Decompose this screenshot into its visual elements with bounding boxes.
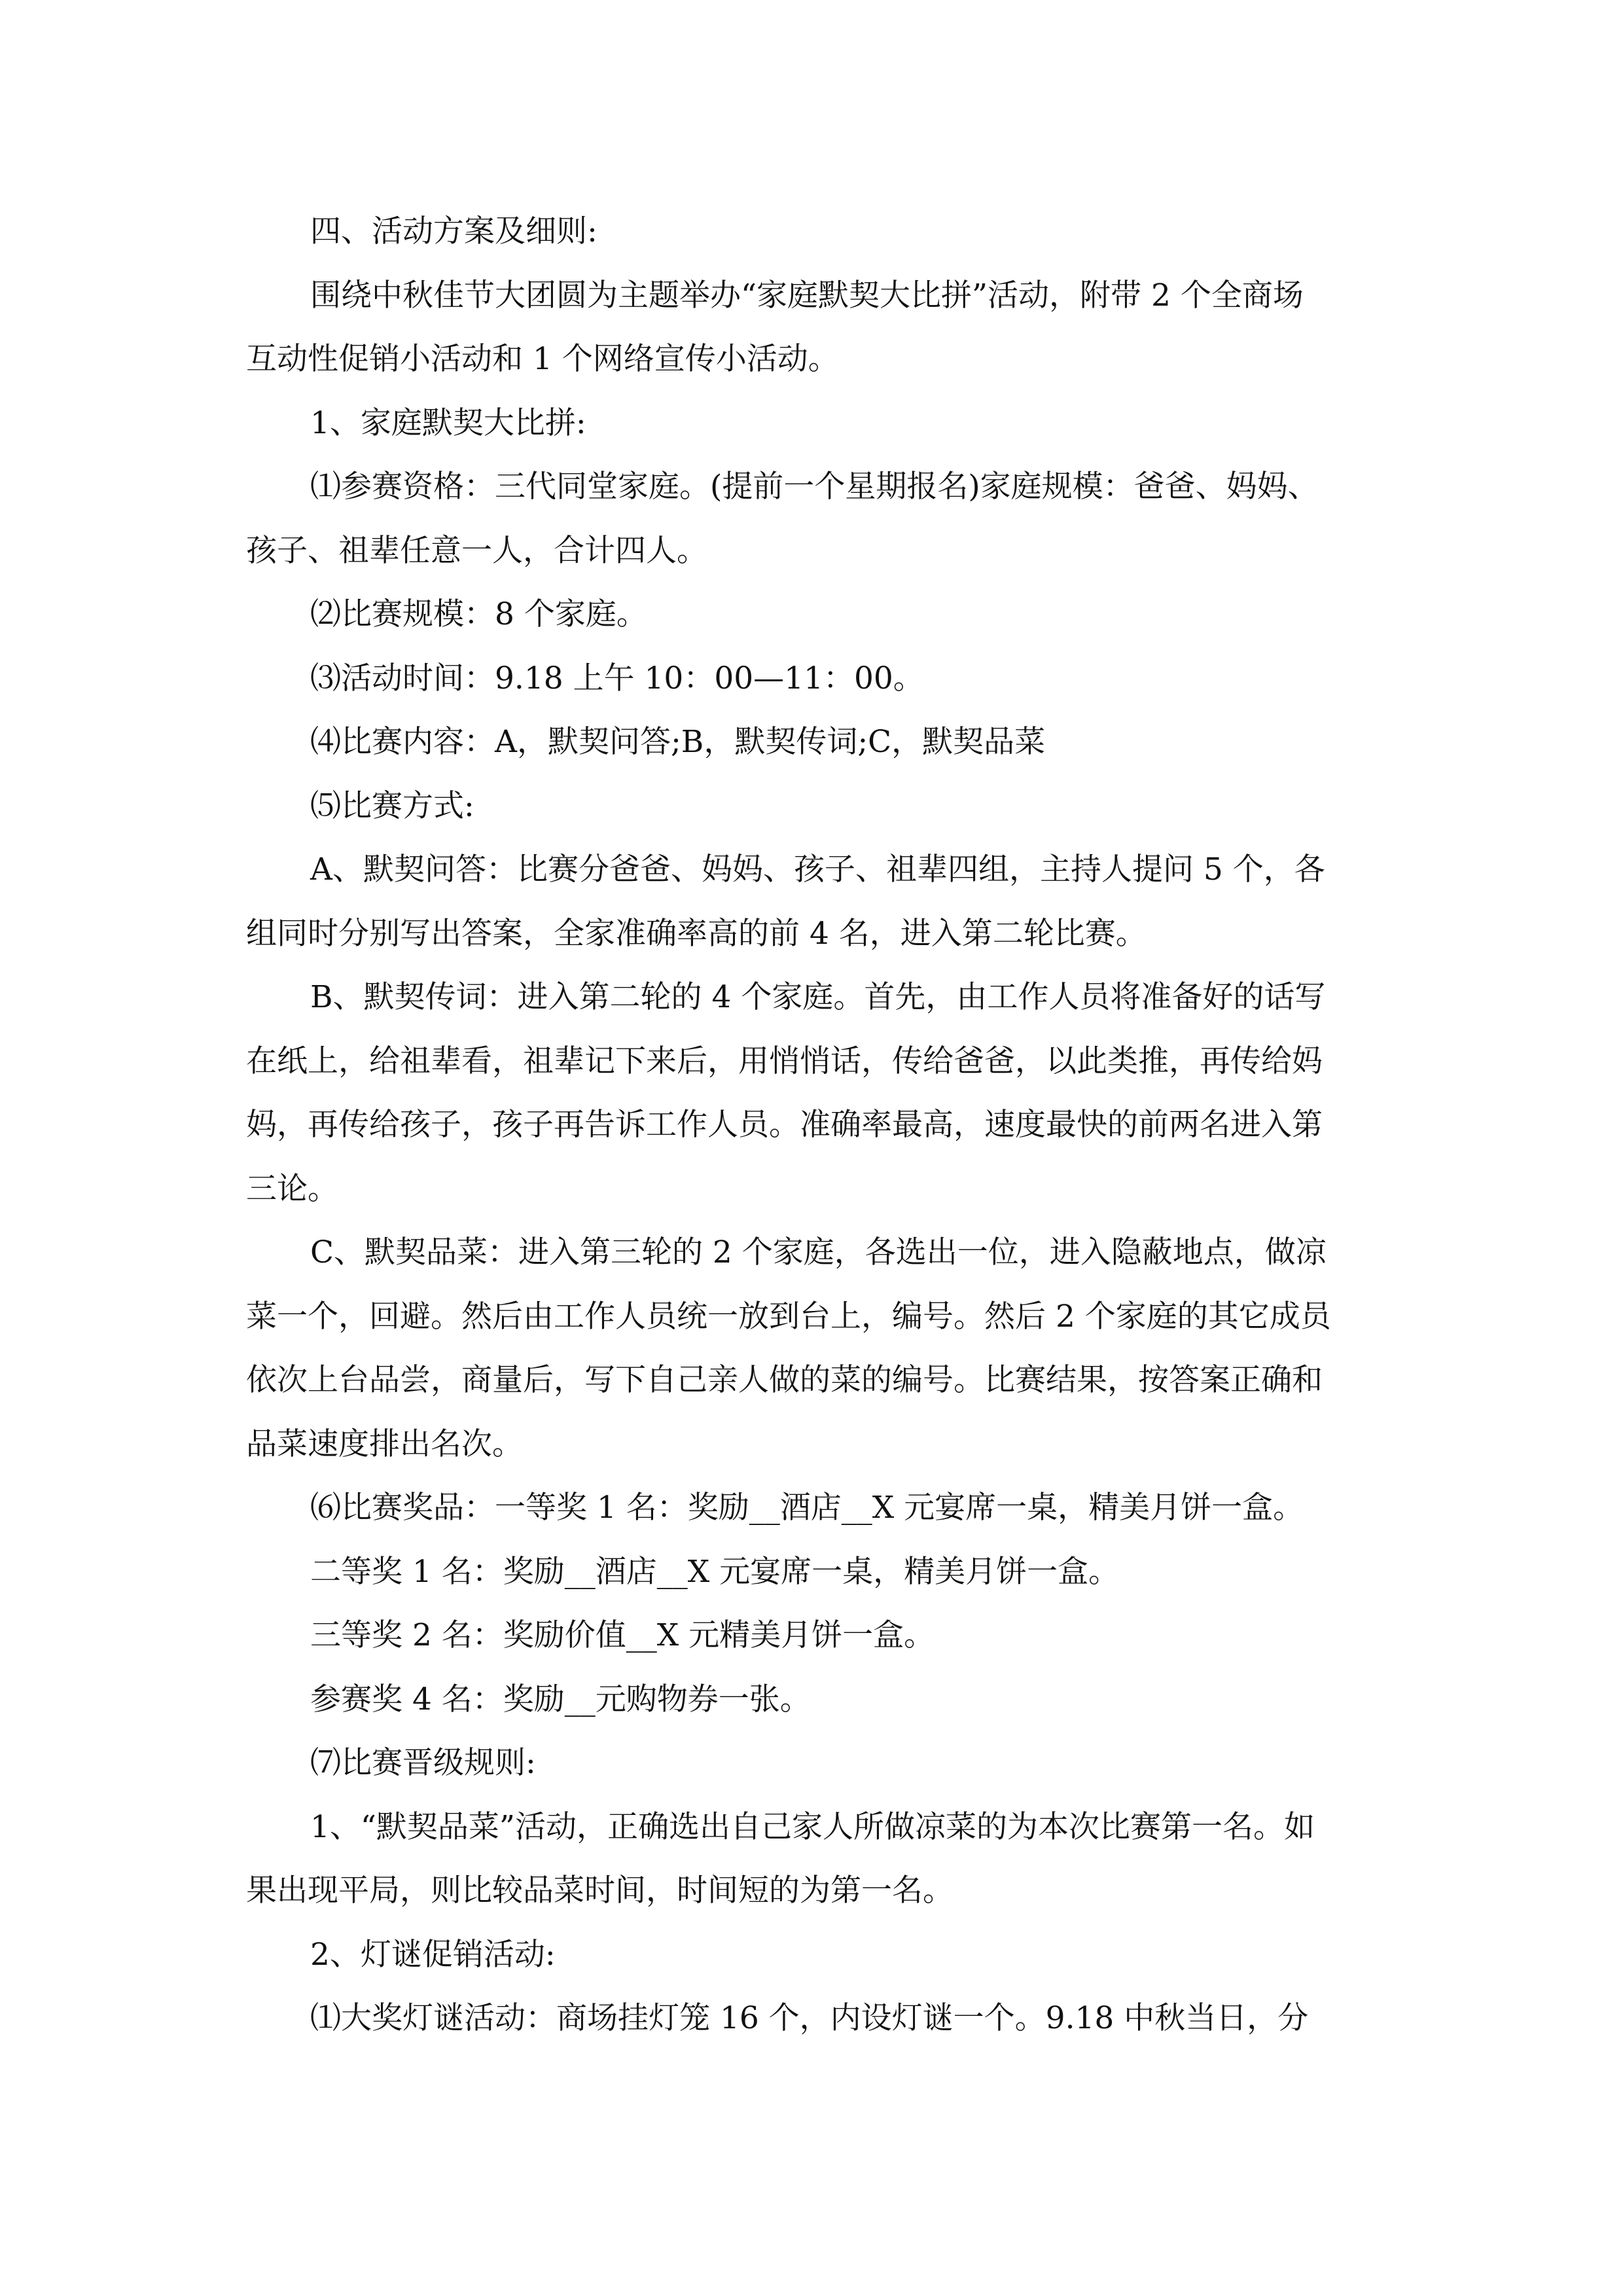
lantern-line: ⑴大奖灯谜活动：商场挂灯笼 16 个，内设灯谜一个。9.18 中秋当日，分 (310, 2000, 1309, 2036)
item-1-line: 1、家庭默契大比拼: (310, 404, 586, 441)
rule-1-line: 1、“默契品菜”活动，正确选出自己家人所做凉菜的为本次比赛第一名。如 (310, 1808, 1315, 1845)
part-a-line: A、默契问答：比赛分爸爸、妈妈、孩子、祖辈四组，主持人提问 5 个，各 (310, 852, 1325, 888)
rule-1-line: 果出现平局，则比较品菜时间，时间短的为第一名。 (246, 1873, 954, 1909)
intro-line: 围绕中秋佳节大团圆为主题举办“家庭默契大比拼”活动，附带 2 个全商场 (310, 277, 1304, 314)
part-b-line: 在纸上，给祖辈看，祖辈记下来后，用悄悄话，传给爸爸，以此类推，再传给妈 (246, 1043, 1323, 1079)
content-line: ⑷比赛内容：A，默契问答;B，默契传词;C，默契品菜 (310, 724, 1046, 760)
scale-line: ⑵比赛规模：8 个家庭。 (310, 596, 647, 632)
method-line: ⑸比赛方式: (310, 787, 474, 824)
part-c-line: C、默契品菜：进入第三轮的 2 个家庭，各选出一位，进入隐蔽地点，做凉 (310, 1234, 1327, 1270)
document-body (246, 200, 1398, 2051)
time-line: ⑶活动时间：9.18 上午 10：00—11：00。 (310, 660, 924, 696)
part-c-line: 依次上台品尝，商量后，写下自己亲人做的菜的编号。比赛结果，按答案正确和 (246, 1362, 1323, 1398)
part-c-line: 品菜速度排出名次。 (246, 1426, 523, 1462)
section-heading-line: 四、活动方案及细则: (310, 213, 597, 249)
rules-line: ⑺比赛晋级规则: (310, 1745, 536, 1781)
prize-3-line: 三等奖 2 名：奖励价值__X 元精美月饼一盒。 (310, 1617, 935, 1653)
part-a-line: 组同时分别写出答案，全家准确率高的前 4 名，进入第二轮比赛。 (246, 915, 1147, 952)
item-2-line: 2、灯谜促销活动: (310, 1936, 556, 1973)
part-b-line: B、默契传词：进入第二轮的 4 个家庭。首先，由工作人员将准备好的话写 (310, 979, 1326, 1015)
intro-line: 互动性促销小活动和 1 个网络宣传小活动。 (246, 341, 839, 377)
prize-participation-line: 参赛奖 4 名：奖励__元购物券一张。 (310, 1681, 811, 1717)
part-c-line: 菜一个，回避。然后由工作人员统一放到台上，编号。然后 2 个家庭的其它成员 (246, 1298, 1331, 1335)
prize-2-line: 二等奖 1 名：奖励__酒店__X 元宴席一桌，精美月饼一盒。 (310, 1553, 1120, 1590)
prizes-line: ⑹比赛奖品：一等奖 1 名：奖励__酒店__X 元宴席一桌，精美月饼一盒。 (310, 1490, 1304, 1526)
part-b-line: 妈，再传给孩子，孩子再告诉工作人员。准确率最高，速度最快的前两名进入第 (246, 1107, 1323, 1143)
qualification-line: ⑴参赛资格：三代同堂家庭。(提前一个星期报名)家庭规模：爸爸、妈妈、 (310, 469, 1319, 505)
part-b-line: 三论。 (246, 1170, 338, 1207)
qualification-line: 孩子、祖辈任意一人，合计四人。 (246, 532, 707, 569)
